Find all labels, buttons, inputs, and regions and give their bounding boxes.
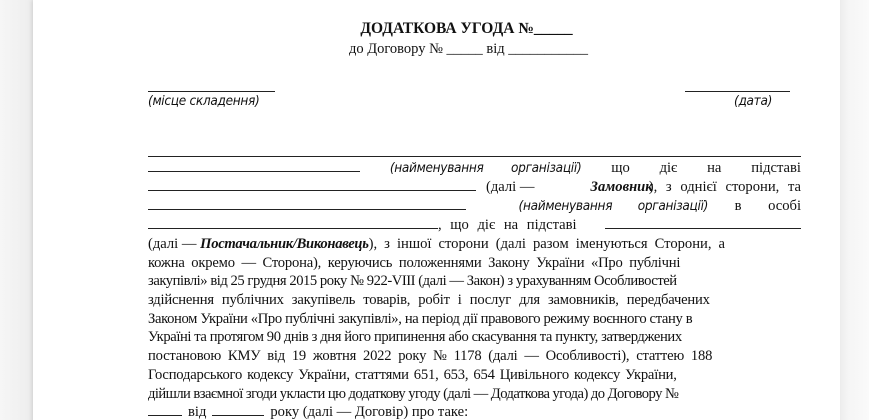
party2-name-blank[interactable] (148, 197, 466, 210)
body-last-line (148, 403, 801, 420)
document-title: ДОДАТКОВА УГОДА №_____ (360, 20, 573, 37)
body-line: Україні та протягом 90 днів з дня його припинення або скасування та пункту, затверджених (148, 329, 682, 345)
document-page (33, 0, 840, 420)
party2-in-person-2: особі (768, 198, 801, 214)
party2-in-person: в (734, 198, 742, 214)
body-line: Господарського кодексу України, статтями 651, 653, 654 Цивільного кодексу України, (148, 367, 677, 383)
party2-role-suffix: ), з іншої сторони (далі разом іменуються Сторони, а (368, 236, 726, 252)
party1-role-prefix: (далі — (486, 179, 535, 195)
contract-date-blank[interactable] (212, 403, 264, 416)
party1-blank[interactable] (148, 159, 360, 172)
party1-acts-word: діє (659, 160, 678, 176)
body-line: здійснення публічних закупівель товарів, робіт і послуг для замовників, передбачених (148, 292, 710, 308)
page-right-gutter (840, 0, 869, 420)
party2-basis-blank[interactable] (605, 216, 801, 229)
party2-line2 (148, 216, 801, 234)
place-blank-line[interactable] (148, 91, 275, 92)
party1-acts-word: на (707, 160, 722, 176)
body-line: постановою КМУ від 19 жовтня 2022 року № 1178 (далі — Особливості), статтею 188 (148, 348, 713, 364)
contract-number-blank[interactable] (148, 403, 182, 416)
date-caption: (дата) (734, 93, 773, 109)
body-line: дійшли взаємної згоди укласти цю додаткову угоду (далі — Додаткова угода) до Договору № (148, 386, 679, 402)
party2-acts-on-basis: , що діє на підставі (438, 217, 577, 233)
body-line: кожна окремо — Сторона), керуючись положеннями Закону України «Про публічні (148, 255, 681, 271)
party2-line3 (148, 235, 801, 253)
party1-line2 (148, 178, 801, 196)
party2-line1 (148, 197, 801, 215)
body-line: Законом України «Про публічні закупівлі», на період дії правового режиму воєнного стану в (148, 311, 693, 327)
party2-role-prefix: (далі — (148, 236, 197, 252)
party1-org-caption: (найменування організації) (389, 160, 582, 176)
party2-role-name: Постачальник/Виконавець (200, 236, 369, 252)
party2-org-caption: (найменування організації) (518, 198, 709, 214)
party1-role-name: Замовник (590, 179, 653, 195)
document-subtitle: до Договору № _____ від ___________ (348, 41, 589, 57)
last-line-rest: року (далі — Договір) про таке: (270, 404, 469, 420)
party2-representative-blank[interactable] (148, 216, 438, 229)
party1-basis-blank[interactable] (148, 178, 476, 191)
from-label: від (188, 404, 207, 420)
body-line: закупівлі» від 25 грудня 2015 року № 922-VIII (далі — Закон) з урахуванням Особливостей (148, 273, 677, 289)
party1-line1 (148, 159, 801, 177)
party1-acts-word: що (611, 160, 630, 176)
party1-acts-word: підставі (751, 160, 801, 176)
place-caption: (місце складення) (148, 93, 260, 109)
party1-role-suffix: ), з однієї сторони, та (648, 179, 801, 195)
party1-name-line[interactable] (148, 156, 801, 157)
date-blank-line[interactable] (685, 91, 790, 92)
